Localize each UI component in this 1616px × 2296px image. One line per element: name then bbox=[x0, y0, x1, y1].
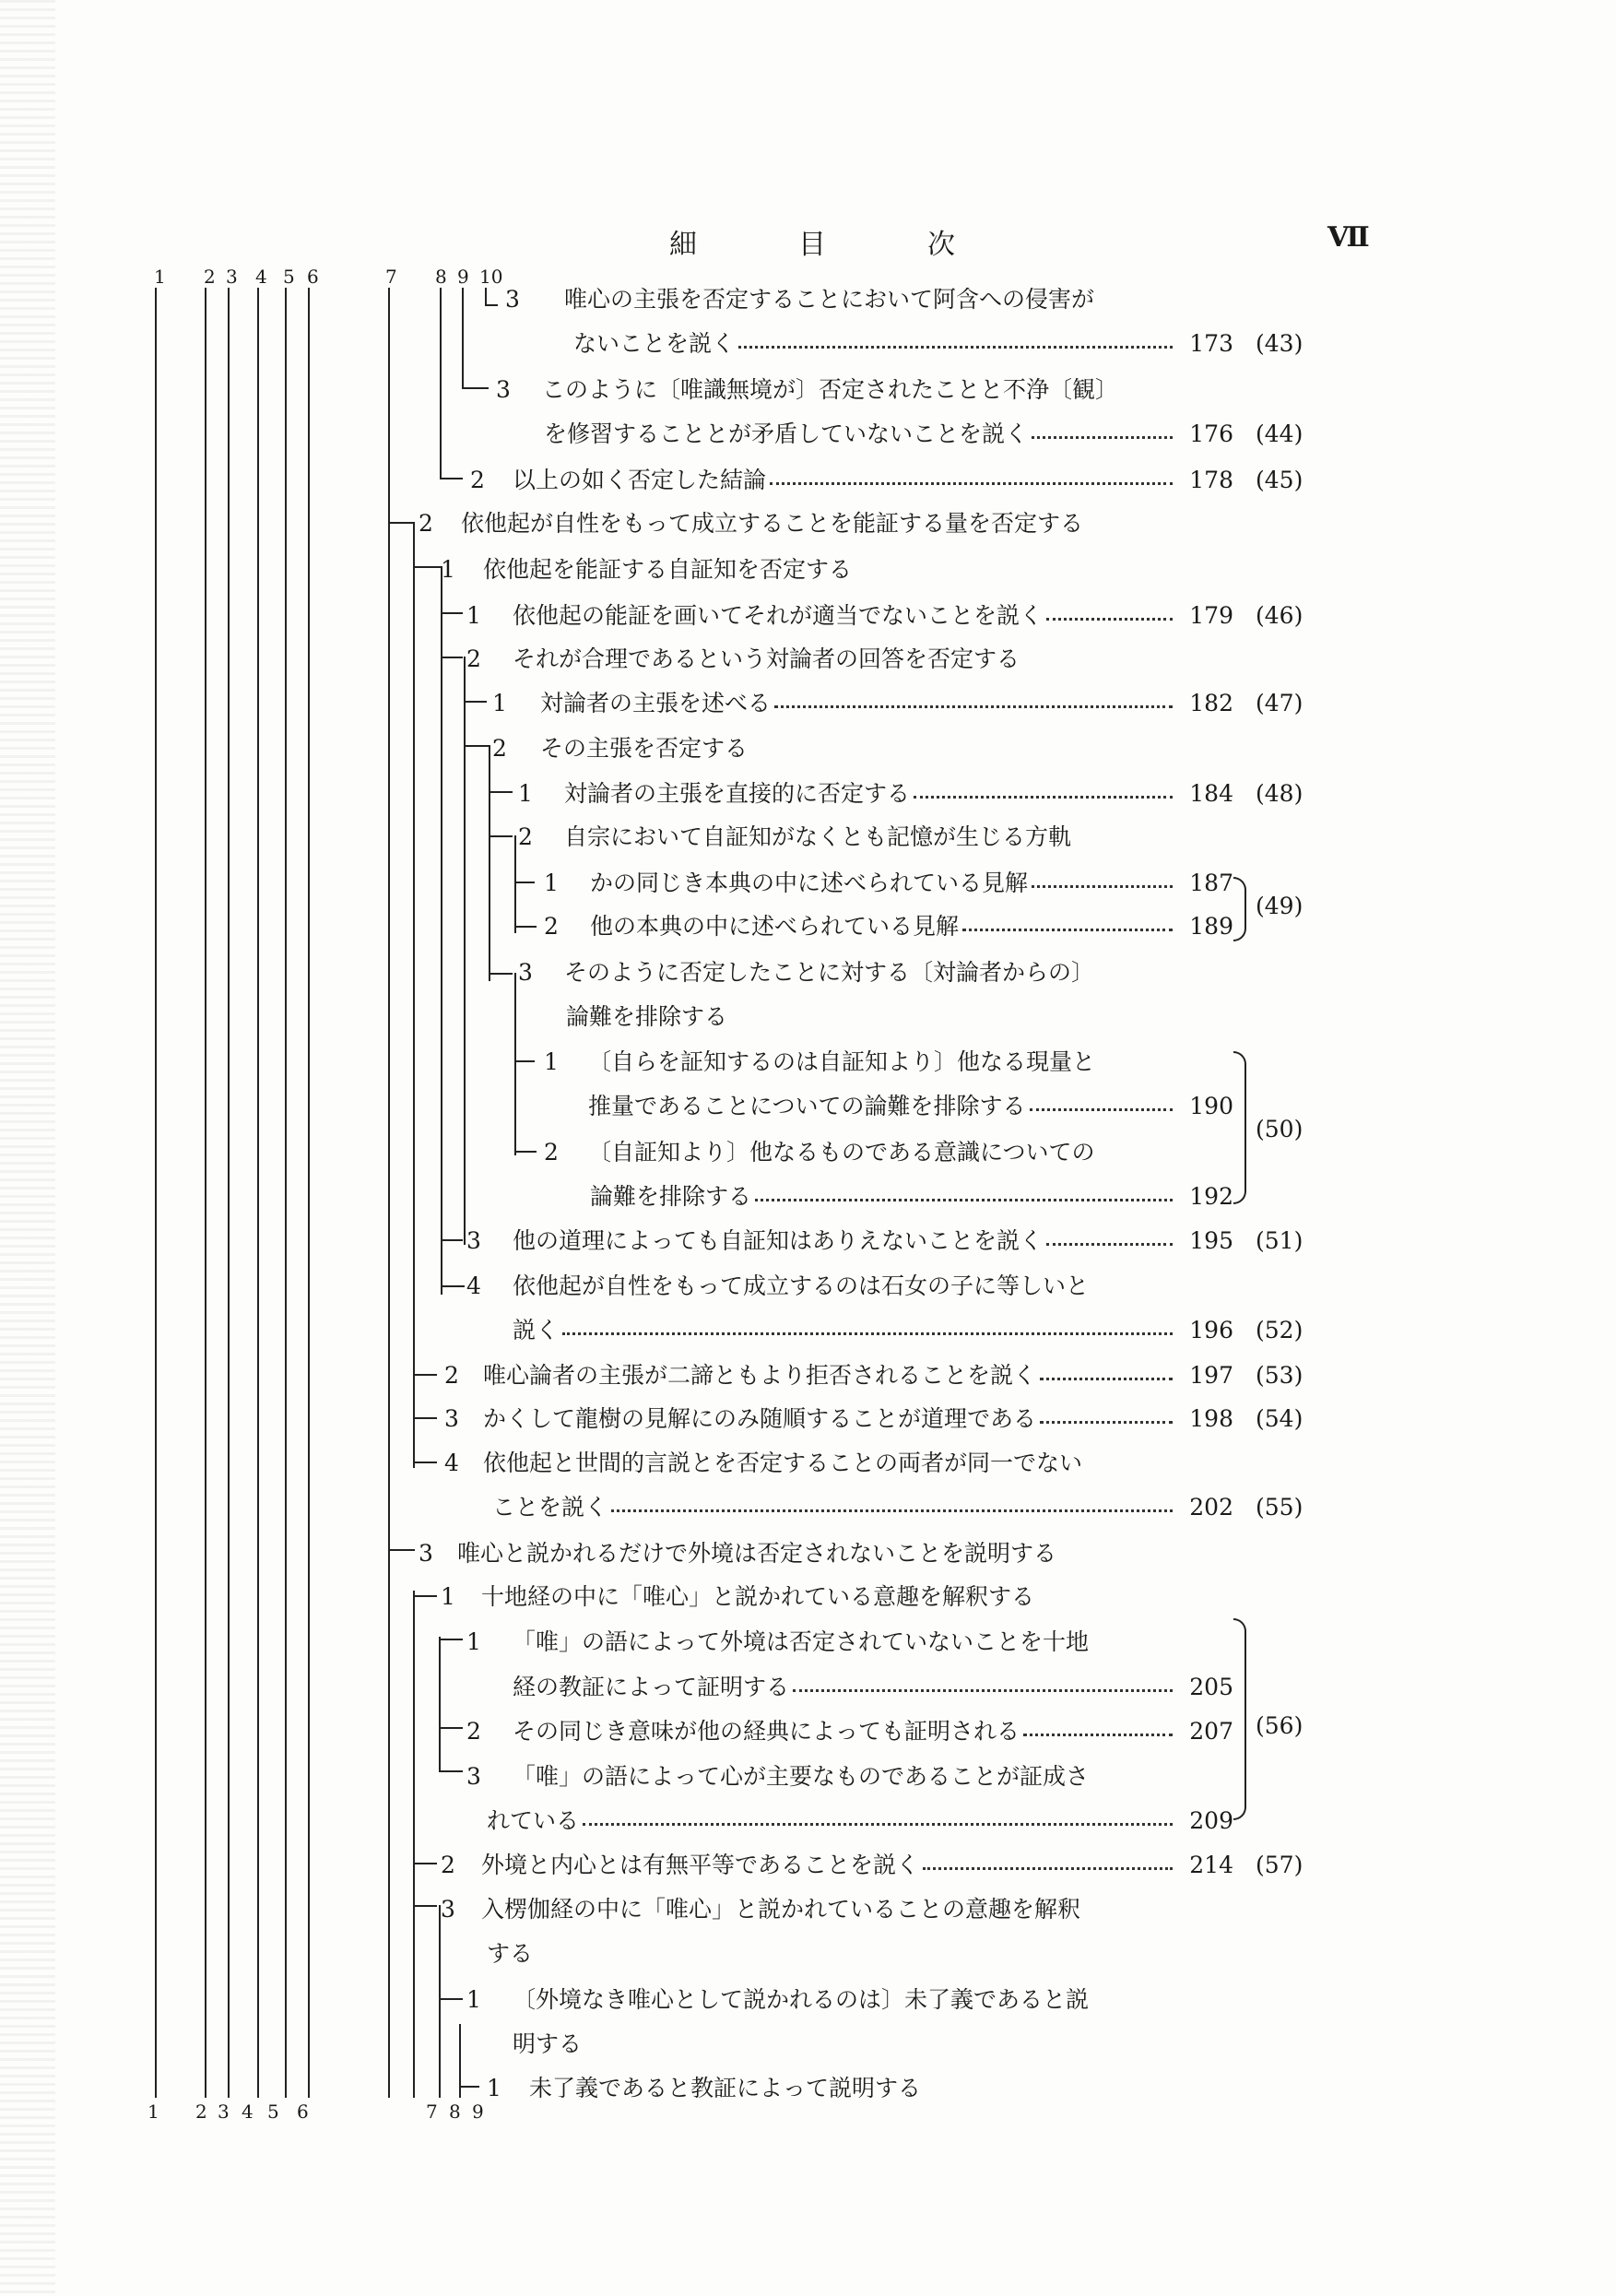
level-number-top: 9 bbox=[457, 266, 469, 288]
level-number-top: 5 bbox=[283, 266, 295, 288]
entry-text: 唯心の主張を否定することにおいて阿含への侵害が bbox=[564, 286, 1095, 313]
leader-dots bbox=[1046, 1227, 1173, 1255]
tree-branch-line bbox=[439, 1639, 463, 1640]
entry-text: 対論者の主張を直接的に否定する bbox=[564, 780, 911, 807]
entry-text: 論難を排除する bbox=[566, 1003, 728, 1030]
tree-vertical-line bbox=[440, 288, 442, 478]
level-number-top: 2 bbox=[204, 266, 216, 288]
entry-text: 明する bbox=[513, 2030, 583, 2057]
tree-branch-line bbox=[413, 1417, 437, 1419]
entry-number: 3 bbox=[466, 1227, 481, 1254]
entry-text: 唯心論者の主張が二諦ともより拒否されることを説く bbox=[483, 1362, 1037, 1389]
tree-vertical-line bbox=[485, 288, 487, 304]
tree-branch-line bbox=[514, 882, 535, 883]
entry-text: 〔外境なき唯心として説かれるのは〕未了義であると説 bbox=[513, 1986, 1090, 2013]
entry-text: を修習することとが矛盾していないことを説く bbox=[544, 420, 1029, 447]
leader-dots bbox=[774, 690, 1173, 717]
level-number-bottom: 6 bbox=[297, 2101, 309, 2123]
tree-branch-line bbox=[489, 835, 513, 837]
leader-dots bbox=[611, 1494, 1173, 1521]
entry-page: 189 bbox=[1189, 913, 1233, 940]
level-number-bottom: 4 bbox=[242, 2101, 254, 2123]
tree-branch-line bbox=[441, 1285, 465, 1287]
page-folio: Ⅶ bbox=[1327, 221, 1370, 254]
level-number-bottom: 8 bbox=[449, 2101, 461, 2123]
tree-branch-line bbox=[413, 1374, 437, 1376]
tree-branch-line bbox=[439, 1727, 463, 1729]
entry-number: 1 bbox=[466, 1986, 481, 2013]
tree-vertical-line bbox=[388, 516, 390, 1552]
entry-page: 178 bbox=[1189, 467, 1233, 493]
tree-vertical-line bbox=[439, 1637, 441, 1770]
tree-branch-line bbox=[439, 1770, 463, 1772]
entry-number: 1 bbox=[466, 602, 481, 629]
tree-branch-line bbox=[388, 1549, 415, 1551]
tree-branch-line bbox=[514, 1151, 537, 1153]
entry-number: 3 bbox=[466, 1763, 481, 1790]
entry-text: 説く bbox=[513, 1317, 560, 1343]
entry-number: 1 bbox=[544, 870, 559, 896]
entry-number: 3 bbox=[505, 286, 520, 313]
leader-dots bbox=[1040, 1362, 1173, 1390]
tree-vertical-line bbox=[228, 288, 230, 2098]
entry-page: 190 bbox=[1189, 1093, 1233, 1119]
entry-page: 182 bbox=[1189, 690, 1233, 716]
entry-text: 唯心と説かれるだけで外境は否定されないことを説明する bbox=[457, 1540, 1057, 1567]
leader-dots bbox=[562, 1317, 1173, 1344]
level-number-bottom: 2 bbox=[195, 2101, 207, 2123]
entry-page: 195 bbox=[1189, 1227, 1233, 1254]
entry-ref: (47) bbox=[1256, 690, 1303, 716]
tree-branch-line bbox=[459, 2086, 479, 2088]
leader-dots bbox=[770, 467, 1173, 494]
entry-number: 2 bbox=[544, 913, 559, 940]
entry-number: 1 bbox=[544, 1048, 559, 1075]
grouped-ref-50: (50) bbox=[1256, 1116, 1303, 1142]
tree-branch-line bbox=[464, 745, 489, 747]
entry-text: 依他起の能証を画いてそれが適当でないことを説く bbox=[513, 602, 1044, 629]
entry-number: 2 bbox=[466, 1718, 481, 1745]
tree-vertical-line bbox=[257, 288, 259, 2098]
entry-text: 以上の如く否定した結論 bbox=[513, 467, 767, 493]
entry-number: 2 bbox=[466, 645, 481, 672]
entry-number: 1 bbox=[441, 556, 455, 583]
entry-text: する bbox=[487, 1940, 534, 1967]
leader-dots bbox=[793, 1674, 1173, 1701]
tree-branch-line bbox=[440, 478, 463, 479]
entry-text: 「唯」の語によって心が主要なものであることが証成さ bbox=[513, 1763, 1090, 1790]
tree-vertical-line bbox=[155, 288, 157, 2098]
entry-text: このように〔唯識無境が〕否定されたことと不浄〔観〕 bbox=[542, 376, 1119, 403]
entry-page: 173 bbox=[1189, 330, 1233, 357]
entry-text: ことを説く bbox=[492, 1494, 608, 1521]
tree-branch-line bbox=[413, 1595, 437, 1597]
level-number-top: 1 bbox=[154, 266, 166, 288]
entry-text: 「唯」の語によって外境は否定されていないことを十地 bbox=[513, 1628, 1090, 1655]
entry-page: 209 bbox=[1189, 1807, 1233, 1834]
entry-text: 〔自証知より〕他なるものである意識についての bbox=[588, 1139, 1095, 1166]
entry-text: 未了義であると教証によって説明する bbox=[529, 2075, 922, 2101]
entry-text: 依他起と世間的言説とを否定することの両者が同一でない bbox=[483, 1450, 1083, 1476]
entry-text: 他の本典の中に述べられている見解 bbox=[590, 913, 960, 940]
entry-number: 2 bbox=[544, 1139, 559, 1166]
leader-dots bbox=[1032, 870, 1173, 897]
entry-number: 3 bbox=[441, 1896, 455, 1923]
tree-vertical-line bbox=[441, 566, 442, 1295]
entry-text: 入楞伽経の中に「唯心」と説かれていることの意趣を解釈 bbox=[481, 1896, 1081, 1923]
level-number-bottom: 3 bbox=[218, 2101, 230, 2123]
entry-text: れている bbox=[487, 1807, 580, 1834]
leader-dots bbox=[962, 913, 1173, 941]
tree-branch-line bbox=[489, 973, 513, 975]
entry-text: 自宗において自証知がなくとも記憶が生じる方軌 bbox=[564, 823, 1072, 850]
entry-number: 1 bbox=[441, 1583, 455, 1610]
tree-branch-line bbox=[441, 612, 463, 614]
entry-text: 他の道理によっても自証知はありえないことを説く bbox=[513, 1227, 1044, 1254]
tree-branch-line bbox=[462, 387, 489, 389]
entry-text: そのように否定したことに対する〔対論者からの〕 bbox=[564, 959, 1095, 986]
entry-number: 2 bbox=[444, 1362, 459, 1389]
entry-ref: (48) bbox=[1256, 780, 1303, 807]
leader-dots bbox=[914, 780, 1173, 808]
tree-vertical-line bbox=[439, 1905, 441, 2098]
entry-text: 推量であることについての論難を排除する bbox=[588, 1093, 1026, 1119]
grouped-ref-49: (49) bbox=[1256, 893, 1303, 919]
leader-dots bbox=[583, 1807, 1173, 1835]
entry-text: かくして龍樹の見解にのみ随順することが道理である bbox=[483, 1405, 1037, 1432]
entry-number: 1 bbox=[466, 1628, 481, 1655]
grouped-ref-56: (56) bbox=[1256, 1712, 1303, 1739]
leader-dots bbox=[923, 1852, 1173, 1879]
entry-number: 4 bbox=[444, 1450, 459, 1476]
entry-number: 4 bbox=[466, 1272, 481, 1299]
entry-page: 192 bbox=[1189, 1183, 1233, 1210]
entry-text: 対論者の主張を述べる bbox=[540, 690, 772, 716]
entry-page: 214 bbox=[1189, 1852, 1233, 1878]
tree-vertical-line bbox=[308, 288, 310, 2098]
entry-ref: (52) bbox=[1256, 1317, 1303, 1343]
tree-vertical-line bbox=[413, 522, 415, 1468]
tree-vertical-line bbox=[388, 1552, 390, 2098]
level-number-top: 4 bbox=[255, 266, 267, 288]
entry-ref: (46) bbox=[1256, 602, 1303, 629]
leader-dots bbox=[738, 330, 1173, 358]
entry-number: 1 bbox=[492, 690, 507, 716]
level-number-top: 6 bbox=[307, 266, 319, 288]
level-number-top: 7 bbox=[385, 266, 397, 288]
entry-number: 1 bbox=[487, 2075, 501, 2101]
tree-branch-line bbox=[464, 701, 487, 703]
entry-ref: (44) bbox=[1256, 420, 1303, 447]
tree-branch-line bbox=[441, 1239, 463, 1241]
entry-ref: (43) bbox=[1256, 330, 1303, 357]
level-number-bottom: 5 bbox=[267, 2101, 279, 2123]
entry-number: 2 bbox=[518, 823, 533, 850]
entry-text: 外境と内心とは有無平等であることを説く bbox=[481, 1852, 920, 1878]
entry-text: 経の教証によって証明する bbox=[513, 1674, 790, 1700]
leader-dots bbox=[1040, 1405, 1173, 1433]
tree-branch-line bbox=[441, 657, 463, 658]
entry-ref: (51) bbox=[1256, 1227, 1303, 1254]
entry-text: それが合理であるという対論者の回答を否定する bbox=[513, 645, 1020, 672]
tree-branch-line bbox=[439, 1998, 463, 2000]
scan-edge-noise bbox=[0, 0, 55, 2296]
entry-ref: (57) bbox=[1256, 1852, 1303, 1878]
entry-number: 3 bbox=[496, 376, 511, 403]
leader-dots bbox=[1046, 602, 1173, 630]
entry-number: 2 bbox=[492, 735, 507, 762]
entry-page: 187 bbox=[1189, 870, 1233, 896]
entry-text: 十地経の中に「唯心」と説かれている意趣を解釈する bbox=[481, 1583, 1035, 1610]
entry-number: 2 bbox=[470, 467, 485, 493]
tree-vertical-line bbox=[462, 288, 464, 387]
leader-dots bbox=[1032, 420, 1173, 448]
level-number-top: 10 bbox=[479, 266, 503, 288]
entry-number: 2 bbox=[419, 510, 433, 537]
tree-vertical-line bbox=[285, 288, 287, 2098]
entry-text: その主張を否定する bbox=[540, 735, 749, 762]
entry-text: 依他起を能証する自証知を否定する bbox=[483, 556, 853, 583]
tree-branch-line bbox=[388, 522, 415, 524]
entry-text: ないことを説く bbox=[573, 330, 736, 357]
entry-text: 論難を排除する bbox=[590, 1183, 752, 1210]
tree-branch-line bbox=[413, 1462, 437, 1463]
entry-page: 196 bbox=[1189, 1317, 1233, 1343]
tree-vertical-line bbox=[514, 973, 516, 1155]
tree-vertical-line bbox=[205, 288, 206, 2098]
entry-page: 197 bbox=[1189, 1362, 1233, 1389]
leader-dots bbox=[1023, 1718, 1173, 1746]
brace-56 bbox=[1233, 1618, 1246, 1820]
tree-vertical-line bbox=[413, 1591, 415, 2098]
entry-number: 3 bbox=[518, 959, 533, 986]
brace-50 bbox=[1233, 1051, 1246, 1204]
brace-49 bbox=[1233, 877, 1246, 941]
level-number-top: 8 bbox=[435, 266, 447, 288]
entry-page: 176 bbox=[1189, 420, 1233, 447]
entry-page: 179 bbox=[1189, 602, 1233, 629]
entry-page: 198 bbox=[1189, 1405, 1233, 1432]
entry-text: かの同じき本典の中に述べられている見解 bbox=[590, 870, 1029, 896]
entry-text: 〔自らを証知するのは自証知より〕他なる現量と bbox=[588, 1048, 1096, 1075]
entry-text: 依他起が自性をもって成立することを能証する量を否定する bbox=[461, 510, 1084, 537]
entry-page: 207 bbox=[1189, 1718, 1233, 1745]
level-number-bottom: 9 bbox=[472, 2101, 484, 2123]
entry-ref: (55) bbox=[1256, 1494, 1303, 1521]
tree-branch-line bbox=[413, 566, 442, 568]
level-number-bottom: 7 bbox=[426, 2101, 438, 2123]
leader-dots bbox=[755, 1183, 1173, 1211]
entry-number: 3 bbox=[419, 1540, 433, 1567]
entry-number: 2 bbox=[441, 1852, 455, 1878]
entry-ref: (54) bbox=[1256, 1405, 1303, 1432]
entry-page: 205 bbox=[1189, 1674, 1233, 1700]
entry-ref: (53) bbox=[1256, 1362, 1303, 1389]
entry-text: 依他起が自性をもって成立するのは石女の子に等しいと bbox=[513, 1272, 1090, 1299]
entry-number: 3 bbox=[444, 1405, 459, 1432]
tree-branch-line bbox=[485, 304, 498, 306]
entry-text: その同じき意味が他の経典によっても証明される bbox=[513, 1718, 1020, 1745]
entry-ref: (45) bbox=[1256, 467, 1303, 493]
tree-branch-line bbox=[413, 1863, 437, 1864]
tree-vertical-line bbox=[489, 745, 490, 981]
tree-branch-line bbox=[489, 791, 513, 793]
tree-branch-line bbox=[514, 1060, 535, 1062]
level-number-bottom: 1 bbox=[147, 2101, 159, 2123]
tree-vertical-line bbox=[514, 835, 516, 933]
entry-number: 1 bbox=[518, 780, 533, 807]
entry-page: 202 bbox=[1189, 1494, 1233, 1521]
tree-branch-line bbox=[413, 1905, 437, 1907]
page-title: 細 目 次 bbox=[669, 229, 992, 261]
tree-branch-line bbox=[514, 926, 537, 928]
leader-dots bbox=[1030, 1093, 1173, 1120]
level-number-top: 3 bbox=[226, 266, 238, 288]
entry-page: 184 bbox=[1189, 780, 1233, 807]
